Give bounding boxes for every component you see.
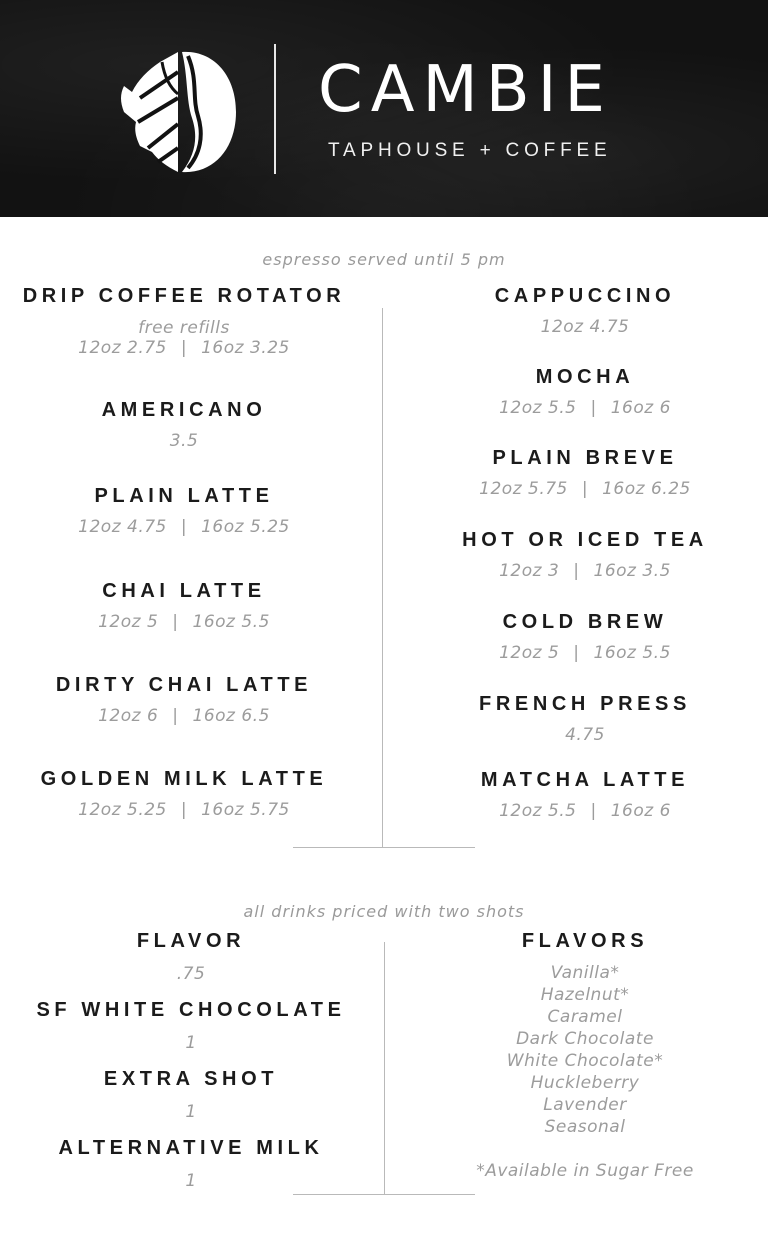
column-divider — [382, 308, 383, 848]
item-name: MOCHA — [535, 366, 635, 388]
menu-item-chai-latte — [0, 580, 368, 632]
menu-item-cold-brew — [400, 611, 768, 663]
flavor-item: White Chocolate* — [506, 1051, 664, 1071]
item-name: PLAIN BREVE — [492, 447, 678, 469]
item-name: CHAI LATTE — [102, 580, 266, 602]
item-name: GOLDEN MILK LATTE — [40, 768, 328, 790]
item-name: DIRTY CHAI LATTE — [55, 674, 313, 696]
item-name: CAPPUCCINO — [494, 285, 676, 307]
menu-item-golden-milk-latte — [0, 768, 368, 820]
item-name: FLAVOR — [136, 930, 246, 952]
item-name: ALTERNATIVE MILK — [58, 1137, 324, 1159]
addon-extra-shot — [0, 1068, 382, 1122]
menu-item-matcha-latte — [400, 769, 768, 821]
item-price: 1 — [185, 1102, 197, 1122]
brand-subtitle: TAPHOUSE + COFFEE — [328, 140, 612, 161]
item-price: 12oz 5.25 | 16oz 5.75 — [78, 800, 290, 820]
menu-item-dirty-chai-latte — [0, 674, 368, 726]
item-price: 12oz 5 | 16oz 5.5 — [98, 612, 270, 632]
flavors-list — [400, 962, 768, 1182]
section-rule — [293, 847, 475, 848]
flavor-item: Lavender — [543, 1095, 627, 1115]
menu-item-cappuccino — [400, 285, 768, 337]
item-price: 12oz 4.75 — [540, 317, 630, 337]
menu-item-americano — [0, 399, 368, 451]
item-name: HOT OR ICED TEA — [462, 529, 708, 551]
menu-item-drip-coffee — [0, 285, 368, 358]
flavor-item: Caramel — [547, 1007, 623, 1027]
flavor-item: Seasonal — [544, 1117, 626, 1137]
item-price: 12oz 3 | 16oz 3.5 — [499, 561, 671, 581]
logo-divider — [274, 44, 276, 174]
flavor-item: Dark Chocolate — [516, 1029, 654, 1049]
item-name: DRIP COFFEE ROTATOR — [22, 285, 346, 307]
item-name: SF WHITE CHOCOLATE — [36, 999, 346, 1021]
addon-flavor — [0, 930, 382, 984]
menu-item-hot-or-iced-tea — [400, 529, 768, 581]
flavor-item: Huckleberry — [530, 1073, 640, 1093]
item-price: 12oz 5.75 | 16oz 6.25 — [479, 479, 691, 499]
item-price: 12oz 5.5 | 16oz 6 — [499, 398, 671, 418]
flavor-item: Vanilla* — [550, 963, 620, 983]
item-name: EXTRA SHOT — [103, 1068, 279, 1090]
flavor-footnote: *Available in Sugar Free — [476, 1161, 694, 1181]
item-name: PLAIN LATTE — [94, 485, 274, 507]
item-name: COLD BREW — [502, 611, 668, 633]
header-banner — [0, 0, 768, 217]
item-price: .75 — [176, 964, 206, 984]
shots-note: all drinks priced with two shots — [243, 902, 525, 921]
flavor-item: Hazelnut* — [540, 985, 630, 1005]
item-price: 12oz 6 | 16oz 6.5 — [98, 706, 270, 726]
item-price: 12oz 5.5 | 16oz 6 — [499, 801, 671, 821]
column-divider-bottom — [384, 942, 385, 1195]
menu-item-plain-latte — [0, 485, 368, 537]
item-name: AMERICANO — [101, 399, 267, 421]
menu-item-plain-breve — [400, 447, 768, 499]
item-price: 12oz 2.75 | 16oz 3.25 — [78, 338, 290, 358]
flavors-section — [400, 930, 768, 953]
menu-item-mocha — [400, 366, 768, 418]
item-name: FRENCH PRESS — [479, 693, 691, 715]
item-note: free refills — [138, 318, 230, 338]
addon-alternative-milk — [0, 1137, 382, 1191]
hop-coffee-bean-logo-icon — [118, 50, 240, 174]
item-name: MATCHA LATTE — [480, 769, 690, 791]
flavors-title: FLAVORS — [521, 930, 649, 952]
brand-name: CAMBIE — [318, 53, 613, 127]
item-price: 4.75 — [565, 725, 605, 745]
item-price: 12oz 5 | 16oz 5.5 — [499, 643, 671, 663]
menu-item-french-press — [400, 693, 768, 745]
addon-sf-white-chocolate — [0, 999, 382, 1053]
section-rule-bottom — [293, 1194, 475, 1195]
item-price: 12oz 4.75 | 16oz 5.25 — [78, 517, 290, 537]
item-price: 1 — [185, 1171, 197, 1191]
item-price: 3.5 — [169, 431, 199, 451]
item-price: 1 — [185, 1033, 197, 1053]
espresso-note: espresso served until 5 pm — [262, 250, 506, 269]
